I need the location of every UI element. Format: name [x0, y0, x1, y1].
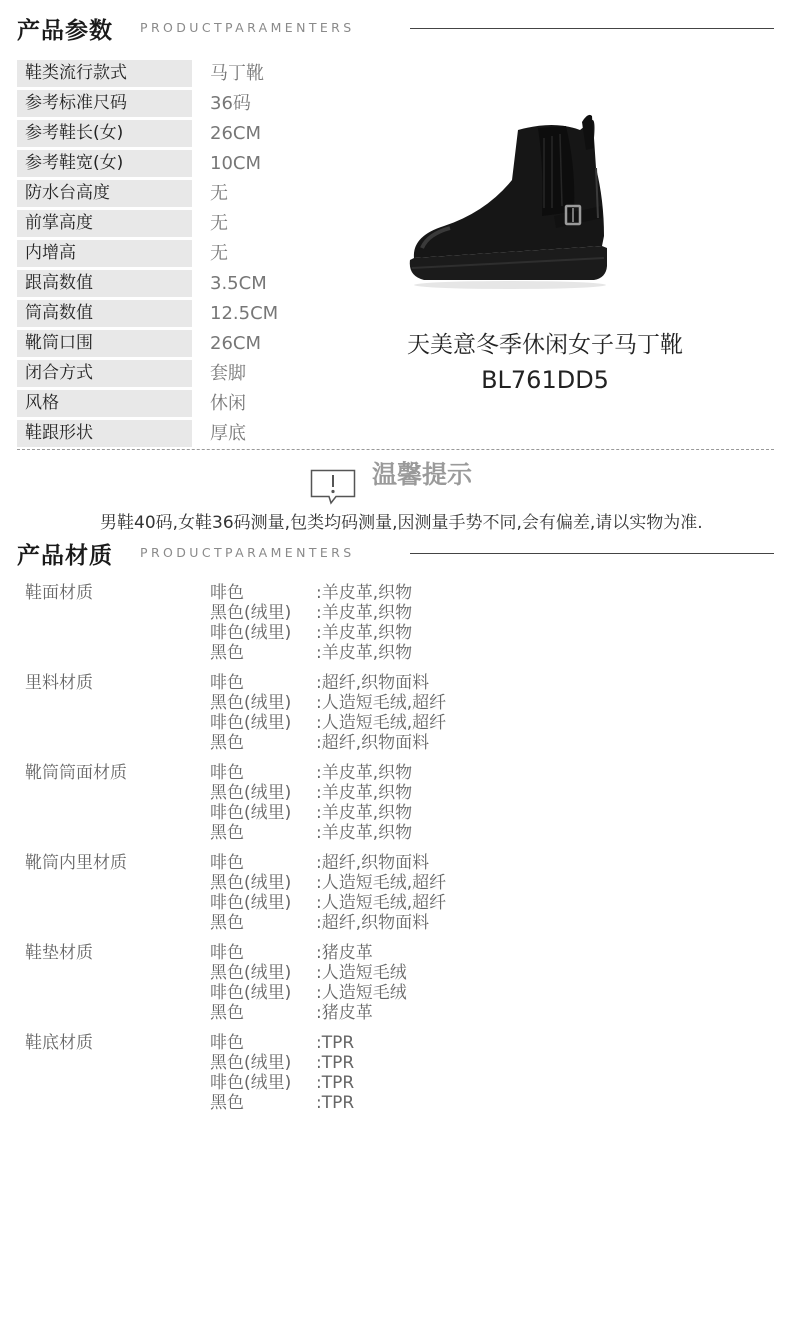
- material-group: [25, 943, 745, 1033]
- param-value: 无: [210, 183, 228, 204]
- material-group: [25, 763, 745, 853]
- param-label: 参考鞋长(女): [17, 120, 192, 147]
- param-value: 26CM: [210, 333, 262, 354]
- param-label: 鞋跟形状: [17, 420, 192, 447]
- param-value: 10CM: [210, 153, 262, 174]
- material-value: :人造短毛绒,超纤: [316, 893, 447, 913]
- material-value: :羊皮革,织物: [316, 823, 413, 843]
- black-chelsea-boot-image: [404, 108, 612, 293]
- params-section-subtitle: PRODUCTPARAMENTERS: [140, 20, 355, 35]
- param-label: 参考标准尺码: [17, 90, 192, 117]
- product-code: BL761DD5: [481, 366, 609, 394]
- param-row: [17, 150, 377, 180]
- material-color: 啡色: [210, 763, 244, 783]
- material-color: 黑色: [210, 823, 244, 843]
- material-value: :超纤,织物面料: [316, 733, 430, 753]
- material-value: :羊皮革,织物: [316, 803, 413, 823]
- material-value: :羊皮革,织物: [316, 623, 413, 643]
- material-group: [25, 853, 745, 943]
- param-label: 筒高数值: [17, 300, 192, 327]
- material-group: [25, 673, 745, 763]
- material-value: :羊皮革,织物: [316, 783, 413, 803]
- param-row: [17, 360, 377, 390]
- material-group: [25, 1033, 745, 1123]
- param-value: 26CM: [210, 123, 262, 144]
- material-color: 黑色(绒里): [210, 603, 292, 623]
- material-color: 啡色(绒里): [210, 803, 292, 823]
- material-group: [25, 583, 745, 673]
- param-row: [17, 240, 377, 270]
- material-color: 黑色(绒里): [210, 783, 292, 803]
- param-value: 12.5CM: [210, 303, 279, 324]
- exclamation-speech-bubble-icon: [310, 469, 356, 505]
- material-value: :羊皮革,织物: [316, 643, 413, 663]
- material-value: :TPR: [316, 1053, 355, 1073]
- product-name: 天美意冬季休闲女子马丁靴: [407, 332, 683, 358]
- material-color: 啡色: [210, 673, 244, 693]
- material-value: :羊皮革,织物: [316, 583, 413, 603]
- material-color: 黑色(绒里): [210, 693, 292, 713]
- materials-list: [25, 583, 745, 1123]
- material-color: 黑色: [210, 733, 244, 753]
- param-row: [17, 90, 377, 120]
- material-value: :超纤,织物面料: [316, 673, 430, 693]
- param-label: 闭合方式: [17, 360, 192, 387]
- material-value: :人造短毛绒: [316, 983, 407, 1003]
- material-part-name: 鞋面材质: [25, 583, 93, 603]
- param-row: [17, 300, 377, 330]
- tip-text: 男鞋40码,女鞋36码测量,包类均码测量,因测量手势不同,会有偏差,请以实物为准.: [100, 513, 703, 533]
- material-value: :TPR: [316, 1033, 355, 1053]
- material-color: 黑色(绒里): [210, 963, 292, 983]
- material-part-name: 靴筒筒面材质: [25, 763, 127, 783]
- param-label: 跟高数值: [17, 270, 192, 297]
- material-color: 啡色: [210, 1033, 244, 1053]
- material-color: 黑色: [210, 643, 244, 663]
- material-value: :人造短毛绒,超纤: [316, 873, 447, 893]
- materials-section-divider: [410, 553, 774, 554]
- materials-section-subtitle: PRODUCTPARAMENTERS: [140, 545, 355, 560]
- material-value: :超纤,织物面料: [316, 853, 430, 873]
- material-color: 黑色(绒里): [210, 873, 292, 893]
- materials-section-title: 产品材质: [17, 543, 113, 569]
- material-color: 黑色: [210, 1093, 244, 1113]
- material-value: :羊皮革,织物: [316, 603, 413, 623]
- param-row: [17, 120, 377, 150]
- param-label: 靴筒口围: [17, 330, 192, 357]
- param-label: 参考鞋宽(女): [17, 150, 192, 177]
- material-part-name: 里料材质: [25, 673, 93, 693]
- param-value: 休闲: [210, 393, 246, 414]
- material-color: 黑色(绒里): [210, 1053, 292, 1073]
- material-color: 啡色: [210, 853, 244, 873]
- param-value: 无: [210, 213, 228, 234]
- param-row: [17, 270, 377, 300]
- material-value: :人造短毛绒: [316, 963, 407, 983]
- param-label: 前掌高度: [17, 210, 192, 237]
- params-section-header: [17, 8, 774, 48]
- param-label: 鞋类流行款式: [17, 60, 192, 87]
- param-label: 风格: [17, 390, 192, 417]
- param-value: 马丁靴: [210, 63, 264, 84]
- materials-section-header: [17, 533, 774, 573]
- param-label: 防水台高度: [17, 180, 192, 207]
- material-value: :人造短毛绒,超纤: [316, 693, 447, 713]
- material-value: :TPR: [316, 1093, 355, 1113]
- material-value: :人造短毛绒,超纤: [316, 713, 447, 733]
- params-table: [17, 60, 377, 450]
- dashed-divider: [17, 449, 774, 450]
- material-part-name: 鞋底材质: [25, 1033, 93, 1053]
- param-value: 套脚: [210, 363, 246, 384]
- params-section-title: 产品参数: [17, 18, 113, 44]
- param-row: [17, 180, 377, 210]
- param-row: [17, 390, 377, 420]
- param-value: 3.5CM: [210, 273, 267, 294]
- material-value: :TPR: [316, 1073, 355, 1093]
- material-color: 啡色(绒里): [210, 893, 292, 913]
- param-row: [17, 210, 377, 240]
- material-color: 啡色(绒里): [210, 713, 292, 733]
- param-row: [17, 330, 377, 360]
- material-color: 啡色(绒里): [210, 623, 292, 643]
- material-value: :猪皮革: [316, 943, 373, 963]
- params-section-divider: [410, 28, 774, 29]
- param-label: 内增高: [17, 240, 192, 267]
- material-color: 黑色: [210, 913, 244, 933]
- param-row: [17, 420, 377, 450]
- material-color: 啡色(绒里): [210, 1073, 292, 1093]
- param-value: 无: [210, 243, 228, 264]
- material-color: 啡色: [210, 583, 244, 603]
- material-value: :羊皮革,织物: [316, 763, 413, 783]
- material-value: :猪皮革: [316, 1003, 373, 1023]
- material-color: 啡色(绒里): [210, 983, 292, 1003]
- param-value: 厚底: [210, 423, 246, 444]
- material-part-name: 靴筒内里材质: [25, 853, 127, 873]
- param-row: [17, 60, 377, 90]
- material-value: :超纤,织物面料: [316, 913, 430, 933]
- tip-title: 温馨提示: [372, 460, 473, 489]
- material-part-name: 鞋垫材质: [25, 943, 93, 963]
- material-color: 啡色: [210, 943, 244, 963]
- param-value: 36码: [210, 93, 251, 114]
- material-color: 黑色: [210, 1003, 244, 1023]
